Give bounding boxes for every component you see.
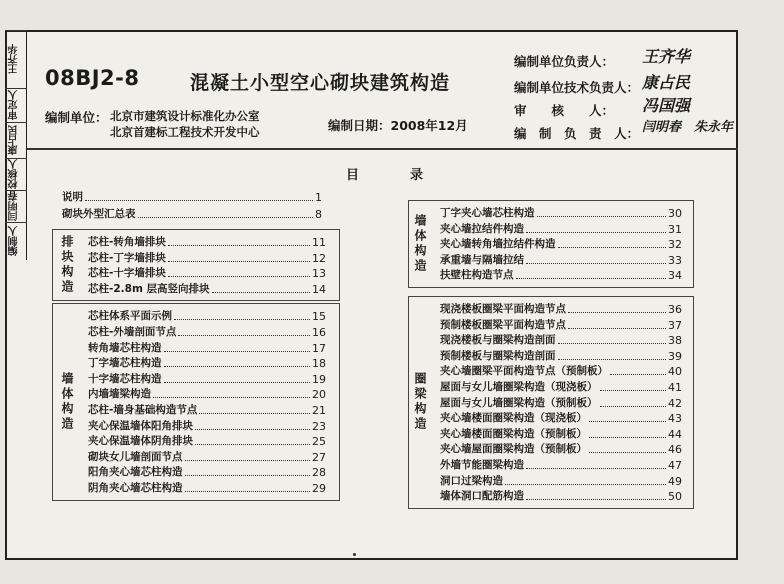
- toc-entry: [440, 441, 682, 456]
- toc-entry-title: 现浇楼板圈梁平面构造节点: [440, 303, 566, 315]
- signature-label: 编 制 负 责 人：: [514, 126, 640, 141]
- toc-leader-dots: [164, 382, 311, 383]
- toc-entry-page: 17: [312, 341, 326, 355]
- toc-entry: [440, 252, 682, 267]
- toc-entry: [440, 379, 682, 394]
- toc-entry-title: 丁字夹心墙芯柱构造: [440, 207, 535, 219]
- atlas-title: 混凝土小型空心砌块建筑构造: [190, 72, 451, 94]
- toc-entry-page: 42: [668, 396, 682, 410]
- toc-entry-title: 阴角夹心墙芯柱构造: [88, 482, 183, 494]
- sidebar-cell: 编制人: [5, 222, 27, 260]
- toc-entry-title: 芯柱-外墙剖面节点: [88, 326, 177, 338]
- toc-leader-dots: [164, 366, 311, 367]
- toc-entry-title: 现浇楼板与圈梁构造剖面: [440, 334, 556, 347]
- toc-leader-dots: [168, 276, 310, 277]
- toc-entry: [88, 324, 326, 339]
- toc-leader-dots: [516, 278, 667, 279]
- toc-entry-page: 31: [668, 222, 682, 236]
- toc-leader-dots: [168, 261, 310, 262]
- toc-entry-page: 21: [312, 404, 326, 417]
- toc-entry: [62, 206, 322, 221]
- signature-label: 审 核 人：: [514, 103, 615, 118]
- toc-entry-page: 8: [315, 208, 322, 221]
- toc-entry: [440, 301, 682, 316]
- sidebar-cell: 康占民: [5, 122, 27, 158]
- toc-entry-title: 扶壁柱构造节点: [440, 269, 514, 282]
- toc-entry-title: 预制楼板与圈梁构造剖面: [440, 349, 556, 362]
- toc-leader-dots: [199, 413, 310, 414]
- toc-leader-dots: [185, 475, 311, 476]
- toc-entry: [88, 402, 326, 417]
- toc-leader-dots: [558, 359, 667, 360]
- toc-entry-title: 夹心保温墙体阴角排块: [88, 435, 193, 448]
- toc-entry: [440, 221, 682, 236]
- toc-entry-title: 夹心保温墙体阳角排块: [88, 419, 193, 432]
- toc-entry-title: 外墙节能圈梁构造: [440, 459, 524, 471]
- toc-entry-title: 夹心墙楼面圈梁构造（现浇板）: [440, 412, 587, 425]
- toc-entry-title: 夹心墙楼面圈梁构造（预制板）: [440, 427, 587, 440]
- toc-entry: [88, 464, 326, 479]
- toc-entry: [440, 410, 682, 425]
- category-label: 排块构造: [60, 235, 74, 296]
- toc-leader-dots: [138, 217, 314, 218]
- toc-entry: [440, 457, 682, 472]
- toc-leader-dots: [85, 200, 313, 201]
- toc-leader-dots: [195, 444, 310, 445]
- toc-entry-page: 23: [312, 419, 326, 433]
- toc-entry: [440, 363, 682, 378]
- toc-leader-dots: [185, 491, 311, 492]
- toc-entry-page: 34: [668, 269, 682, 283]
- toc-entry: [88, 265, 326, 280]
- toc-entry: [62, 189, 322, 204]
- toc-leader-dots: [589, 437, 666, 438]
- toc-entry-title: 转角墙芯柱构造: [88, 341, 162, 354]
- toc-entry: [440, 395, 682, 410]
- signature-name: 康占民: [642, 73, 691, 92]
- toc-entry-page: 43: [668, 412, 682, 426]
- toc-entry: [88, 250, 326, 265]
- toc-entry-title: 屋面与女儿墙圈梁构造（现浇板）: [440, 381, 598, 393]
- toc-heading-right: 录: [410, 168, 424, 183]
- sidebar-cell: 审定人: [5, 88, 27, 122]
- signature-row: [514, 73, 691, 96]
- toc-leader-dots: [526, 232, 666, 233]
- toc-entry-page: 44: [668, 427, 682, 441]
- toc-entry-page: 13: [312, 267, 326, 281]
- toc-entry: [88, 371, 326, 386]
- toc-entry-title: 十字墙芯柱构造: [88, 372, 162, 385]
- toc-entry: [88, 480, 326, 495]
- toc-entry-page: 37: [668, 318, 682, 332]
- toc-entry-title: 说明: [62, 191, 83, 203]
- unit-line-1: 北京市建筑设计标准化办公室: [110, 109, 260, 123]
- sidebar-cell: 王齐华: [5, 30, 27, 88]
- toc-entry: [88, 281, 326, 296]
- toc-entry-page: 50: [668, 490, 682, 504]
- compile-date: [328, 116, 468, 134]
- toc-entry-page: 47: [668, 459, 682, 472]
- toc-entry: [440, 317, 682, 332]
- toc-entry-title: 夹心墙屋面圈梁构造（预制板）: [440, 443, 587, 456]
- unit-label: 编制单位：: [45, 110, 108, 125]
- toc-entry: [440, 473, 682, 488]
- signature-label: 编制单位技术负责人：: [514, 80, 640, 95]
- toc-entry-page: 38: [668, 334, 682, 348]
- toc-entry-page: 25: [312, 435, 326, 449]
- toc-entry-page: 39: [668, 349, 682, 363]
- toc-entry: [88, 308, 326, 323]
- toc-leader-dots: [537, 216, 667, 217]
- signature-name: 王齐华: [642, 47, 691, 66]
- toc-entry-title: 夹心墙拉结件构造: [440, 222, 524, 235]
- toc-leader-dots: [568, 312, 666, 313]
- toc-entry-page: 41: [668, 381, 682, 394]
- sidebar-cell: 校核人: [5, 158, 27, 190]
- toc-heading-left: 目: [346, 168, 360, 183]
- toc-leader-dots: [178, 335, 310, 336]
- toc-entry: [88, 355, 326, 370]
- toc-entry: [88, 234, 326, 249]
- toc-entry-title: 芯柱-丁字墙排块: [88, 251, 166, 264]
- toc-leader-dots: [558, 247, 667, 248]
- toc-entry-title: 芯柱-2.8m 层高竖向排块: [88, 282, 210, 295]
- toc-entry-page: 12: [312, 251, 326, 265]
- toc-leader-dots: [610, 374, 666, 375]
- toc-leader-dots: [185, 460, 311, 461]
- toc-entry-title: 墙体洞口配筋构造: [440, 490, 524, 503]
- page-dot: [353, 553, 356, 556]
- signature-name: 冯国强: [642, 96, 691, 115]
- toc-leader-dots: [600, 406, 667, 407]
- toc-entry-page: 49: [668, 474, 682, 488]
- toc-entry-title: 丁字墙芯柱构造: [88, 357, 162, 370]
- signature-name: 闫明春 朱永年: [642, 120, 734, 135]
- toc-entry: [440, 236, 682, 251]
- toc-entry-page: 40: [668, 365, 682, 379]
- toc-entry: [440, 332, 682, 347]
- sidebar-cell: 闫明春: [5, 190, 27, 222]
- toc-entry-page: 27: [312, 450, 326, 464]
- toc-entry-page: 36: [668, 303, 682, 316]
- toc-entry-page: 14: [312, 282, 326, 296]
- header-divider: [27, 148, 738, 150]
- signature-row: [514, 96, 691, 119]
- toc-entry-title: 芯柱-十字墙排块: [88, 267, 166, 280]
- toc-entry-title: 芯柱-墙身基础构造节点: [88, 404, 198, 416]
- signature-row: [514, 120, 734, 142]
- category-label: 墙体构造: [60, 371, 74, 432]
- signature-row: [514, 47, 691, 70]
- toc-leader-dots: [168, 245, 310, 246]
- toc-entry-title: 阳角夹心墙芯柱构造: [88, 466, 183, 479]
- toc-leader-dots: [505, 484, 666, 485]
- toc-entry: [440, 348, 682, 363]
- toc-entry-title: 芯柱-转角墙排块: [88, 236, 166, 248]
- toc-entry-page: 16: [312, 326, 326, 339]
- toc-entry-title: 内墙墙梁构造: [88, 388, 151, 401]
- toc-leader-dots: [589, 452, 666, 453]
- toc-leader-dots: [589, 421, 666, 422]
- toc-entry-page: 11: [312, 236, 326, 249]
- toc-leader-dots: [526, 263, 666, 264]
- toc-entry: [440, 267, 682, 282]
- date-label: 编制日期：: [328, 118, 391, 133]
- toc-entry-page: 15: [312, 310, 326, 324]
- signature-label: 编制单位负责人：: [514, 54, 615, 69]
- atlas-code: 08BJ2-8: [45, 66, 140, 90]
- toc-leader-dots: [600, 390, 667, 391]
- toc-leader-dots: [164, 351, 311, 352]
- toc-entry-page: 33: [668, 253, 682, 267]
- toc-leader-dots: [568, 328, 666, 329]
- category-label: 圈梁构造: [413, 372, 427, 433]
- date-value: 2008年12月: [390, 118, 468, 133]
- toc-entry: [88, 449, 326, 464]
- toc-entry: [440, 488, 682, 503]
- toc-entry-title: 砌块女儿墙剖面节点: [88, 450, 183, 463]
- toc-leader-dots: [526, 499, 666, 500]
- toc-entry: [88, 340, 326, 355]
- toc-entry-page: 18: [312, 357, 326, 371]
- toc-leader-dots: [558, 343, 667, 344]
- toc-entry-title: 承重墙与隔墙拉结: [440, 253, 524, 266]
- toc-leader-dots: [153, 397, 310, 398]
- toc-entry-page: 29: [312, 482, 326, 495]
- toc-leader-dots: [212, 292, 310, 293]
- toc-entry: [88, 433, 326, 448]
- toc-entry-title: 砌块外型汇总表: [62, 208, 136, 220]
- toc-entry-title: 芯柱体系平面示例: [88, 310, 172, 323]
- toc-entry: [88, 418, 326, 433]
- toc-entry-title: 洞口过梁构造: [440, 474, 503, 487]
- toc-entry-page: 20: [312, 388, 326, 402]
- toc-leader-dots: [174, 319, 310, 320]
- toc-entry-page: 32: [668, 238, 682, 252]
- toc-entry-page: 46: [668, 443, 682, 457]
- toc-entry: [440, 426, 682, 441]
- toc-entry-title: 夹心墙圈梁平面构造节点（预制板）: [440, 365, 608, 378]
- toc-entry-page: 1: [315, 191, 322, 204]
- toc-leader-dots: [526, 468, 666, 469]
- toc-entry-title: 预制楼板圈梁平面构造节点: [440, 318, 566, 331]
- toc-leader-dots: [195, 429, 310, 430]
- signature-sidebar: [5, 30, 27, 260]
- unit-line-2: 北京首建标工程技术开发中心: [110, 125, 260, 139]
- toc-entry-title: 夹心墙转角墙拉结件构造: [440, 238, 556, 251]
- toc-entry: [88, 386, 326, 401]
- toc-entry-page: 19: [312, 372, 326, 386]
- toc-entry-page: 30: [668, 207, 682, 220]
- toc-entry-title: 屋面与女儿墙圈梁构造（预制板）: [440, 396, 598, 409]
- toc-entry-page: 28: [312, 466, 326, 480]
- toc-entry: [440, 205, 682, 220]
- category-label: 墙体构造: [413, 214, 427, 274]
